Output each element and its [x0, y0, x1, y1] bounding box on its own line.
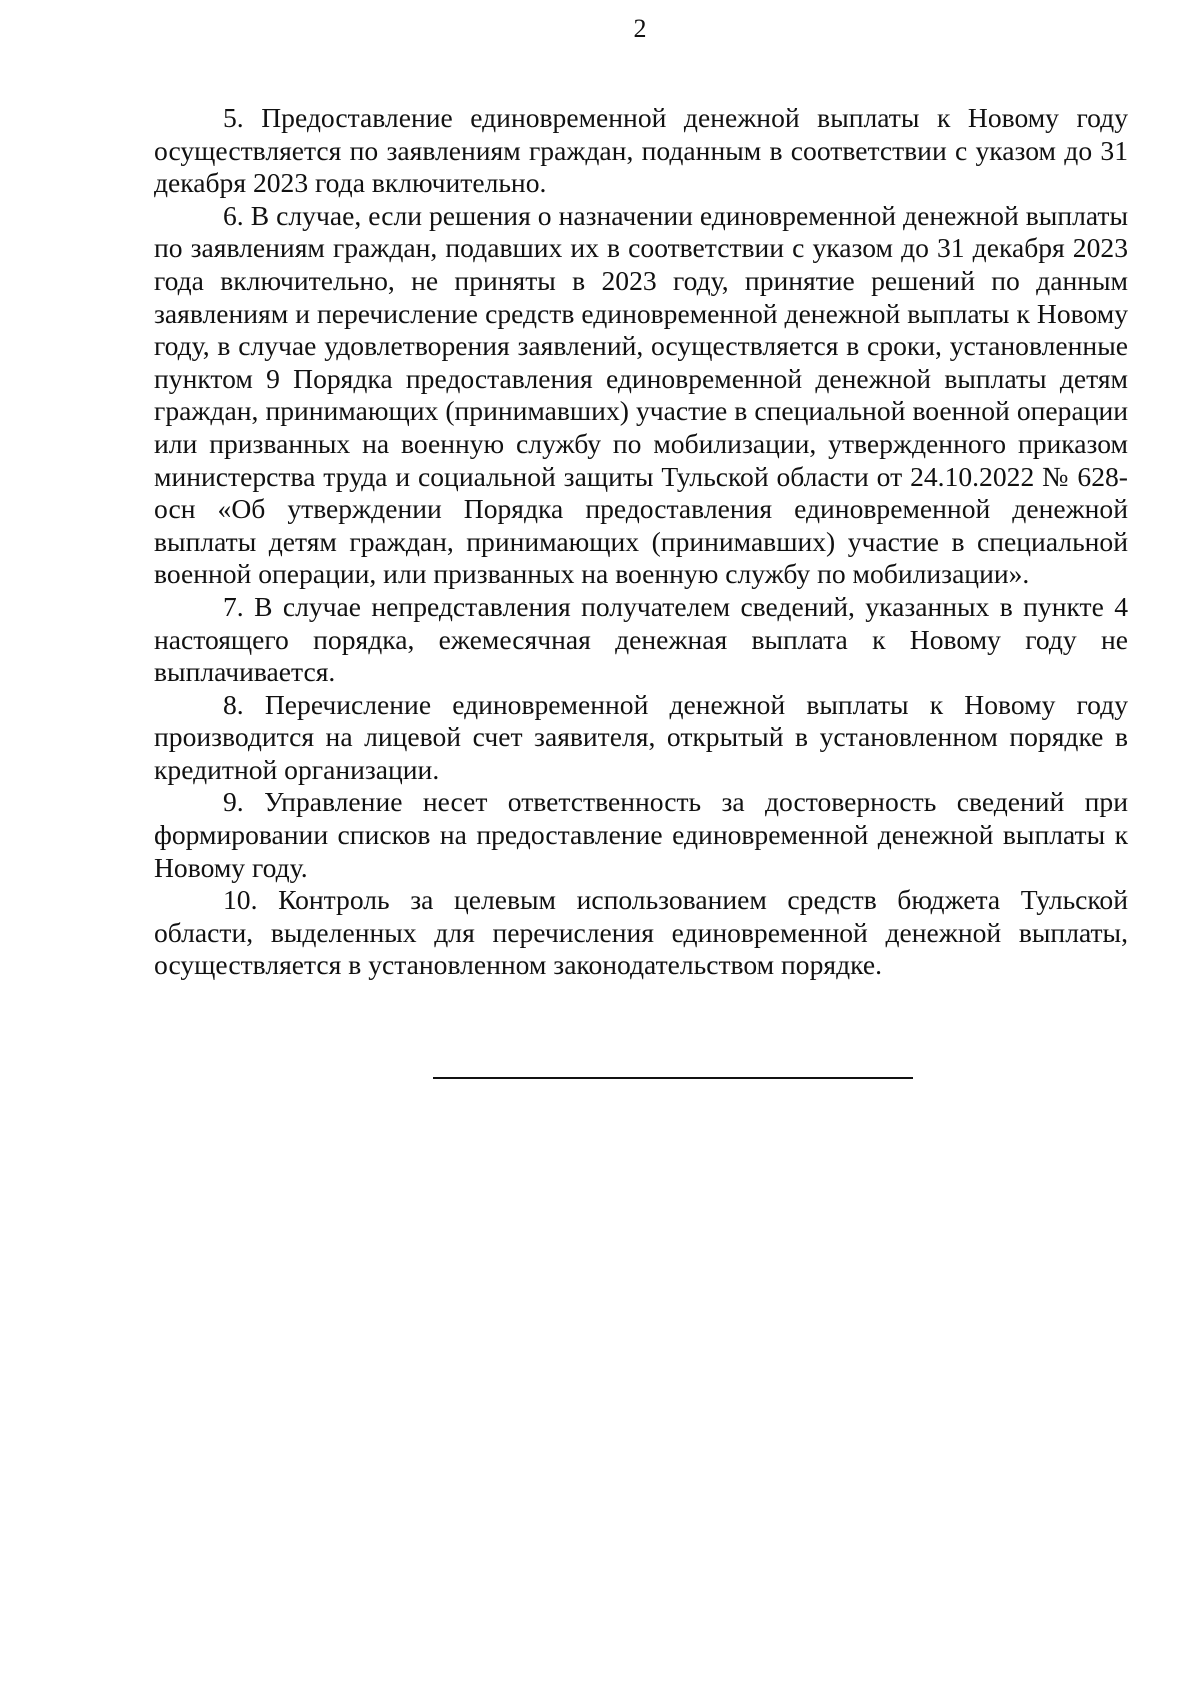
paragraph-6: 6. В случае, если решения о назначении единовременной денежной выплаты по заявлениям граждан, подавших их в соответствии с указом до 31 декабря 2023 года включительно, не приняты в 2023 году, принятие решений по данным заявлениям и перечисление средств единовременной денежной выплаты к Новому году, в случае удовлетворения заявлений, осуществляется в сроки, установленные пунктом 9 Порядка предоставления единовременной денежной выплаты детям граждан, принимающих (принимавших) участие в специальной военной операции или призванных на военную службу по мобилизации, утвержденного приказом министерства труда и социальной защиты Тульской области от 24.10.2022 № 628-осн «Об утверждении Порядка предоставления единовременной денежной выплаты детям граждан, принимающих (принимавших) участие в специальной военной операции, или призванных на военную службу по мобилизации». — [154, 199, 1128, 590]
page-number: 2 — [633, 14, 647, 43]
paragraph-5: 5. Предоставление единовременной денежной выплаты к Новому году осуществляется по заявлениям граждан, поданным в соответствии с указом до 31 декабря 2023 года включительно. — [154, 102, 1128, 199]
document-body — [154, 102, 1128, 982]
paragraph-9: 9. Управление несет ответственность за достоверность сведений при формировании списков на предоставление единовременной денежной выплаты к Новому году. — [154, 786, 1128, 883]
paragraph-8: 8. Перечисление единовременной денежной выплаты к Новому году производится на лицевой счет заявителя, открытый в установленном порядке в кредитной организации. — [154, 688, 1128, 785]
paragraph-7: 7. В случае непредставления получателем сведений, указанных в пункте 4 настоящего порядка, ежемесячная денежная выплата к Новому году не выплачивается. — [154, 590, 1128, 688]
closing-divider-line — [433, 1077, 913, 1079]
paragraph-10: 10. Контроль за целевым использованием средств бюджета Тульской области, выделенных для перечисления единовременной денежной выплаты, осуществляется в установленном законодательством порядке. — [154, 884, 1128, 981]
